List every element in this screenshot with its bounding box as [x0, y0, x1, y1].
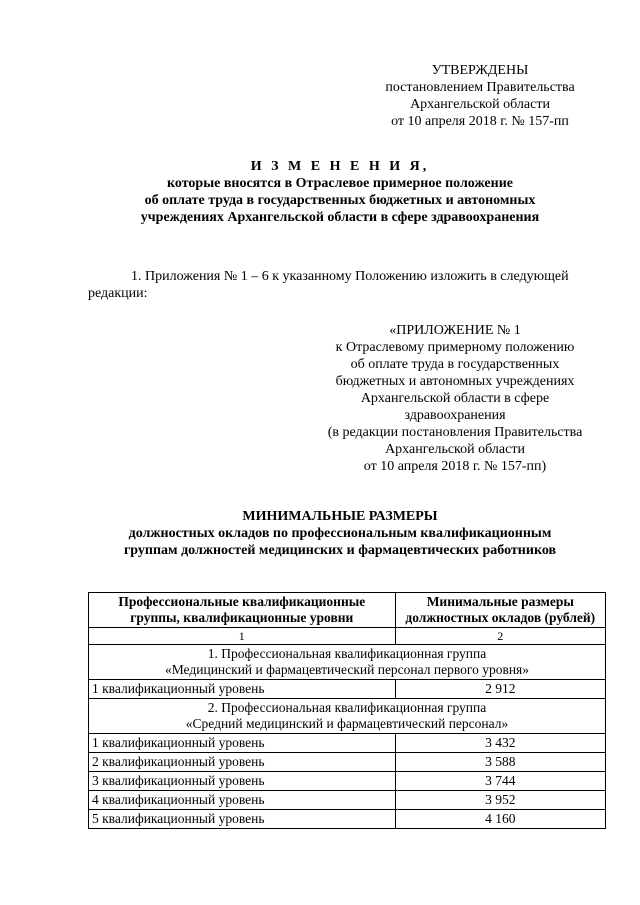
level-cell: 1 квалификационный уровень: [89, 734, 396, 753]
table-row: [89, 680, 606, 699]
amount-cell: 3 588: [395, 753, 605, 772]
table-row: [89, 753, 606, 772]
amount-cell: 3 744: [395, 772, 605, 791]
table-row: [89, 791, 606, 810]
group-title-line: 2. Профессиональная квалификационная группа: [207, 700, 487, 715]
appendix-line: Архангельской области: [385, 442, 525, 457]
table-row: [89, 734, 606, 753]
column-number: 2: [395, 628, 605, 645]
table-header-row: [89, 593, 606, 628]
amount-cell: 2 912: [395, 680, 605, 699]
amount-cell: 3 952: [395, 791, 605, 810]
title-line: об оплате труда в государственных бюджетных и автономных: [144, 193, 536, 208]
approval-line: от 10 апреля 2018 г. № 157-пп: [391, 114, 569, 129]
appendix-line: от 10 апреля 2018 г. № 157-пп): [363, 459, 547, 474]
appendix-line: об оплате труда в государственных: [350, 357, 560, 372]
section-title: [70, 508, 610, 559]
column-header-salary: Минимальные размеры должностных окладов (рублей): [395, 593, 605, 628]
amount-cell: 3 432: [395, 734, 605, 753]
amount-cell: 4 160: [395, 810, 605, 829]
group-title: [89, 645, 606, 680]
group-title-line: «Средний медицинский и фармацевтический персонал»: [185, 716, 509, 731]
appendix-heading: [310, 322, 600, 475]
section-title-line: МИНИМАЛЬНЫЕ РАЗМЕРЫ: [242, 509, 438, 524]
level-cell: 4 квалификационный уровень: [89, 791, 396, 810]
column-number: 1: [89, 628, 396, 645]
appendix-line: Архангельской области в сфере: [360, 391, 550, 406]
salary-table: [88, 592, 606, 829]
section-title-line: должностных окладов по профессиональным квалификационным: [128, 526, 552, 541]
title-line: которые вносятся в Отраслевое примерное положение: [167, 176, 513, 191]
column-number-row: [89, 628, 606, 645]
column-header-groups: Профессиональные квалификационные группы, квалификационные уровни: [89, 593, 396, 628]
approval-line: Архангельской области: [410, 97, 550, 112]
appendix-line: «ПРИЛОЖЕНИЕ № 1: [389, 323, 521, 338]
group-title: [89, 699, 606, 734]
level-cell: 2 квалификационный уровень: [89, 753, 396, 772]
document-title: [70, 158, 610, 226]
appendix-line: бюджетных и автономных учреждениях: [335, 374, 575, 389]
level-cell: 1 квалификационный уровень: [89, 680, 396, 699]
title-heading: И З М Е Н Е Н И Я,: [250, 159, 430, 174]
group-title-line: «Медицинский и фармацевтический персонал первого уровня»: [164, 662, 530, 677]
table-row: [89, 772, 606, 791]
group-row: [89, 645, 606, 680]
group-title-line: 1. Профессиональная квалификационная группа: [207, 646, 487, 661]
approval-line: постановлением Правительства: [385, 80, 575, 95]
approval-stamp: [360, 62, 600, 130]
body-paragraph: 1. Приложения № 1 – 6 к указанному Положению изложить в следующей редакции:: [88, 269, 569, 301]
level-cell: 5 квалификационный уровень: [89, 810, 396, 829]
section-title-line: группам должностей медицинских и фармацевтических работников: [123, 543, 557, 558]
level-cell: 3 квалификационный уровень: [89, 772, 396, 791]
title-line: учреждениях Архангельской области в сфере здравоохранения: [140, 210, 540, 225]
approval-line: УТВЕРЖДЕНЫ: [431, 63, 529, 78]
group-row: [89, 699, 606, 734]
appendix-line: к Отраслевому примерному положению: [335, 340, 575, 355]
table-row: [89, 810, 606, 829]
appendix-line: (в редакции постановления Правительства: [327, 425, 583, 440]
appendix-line: здравоохранения: [404, 408, 506, 423]
